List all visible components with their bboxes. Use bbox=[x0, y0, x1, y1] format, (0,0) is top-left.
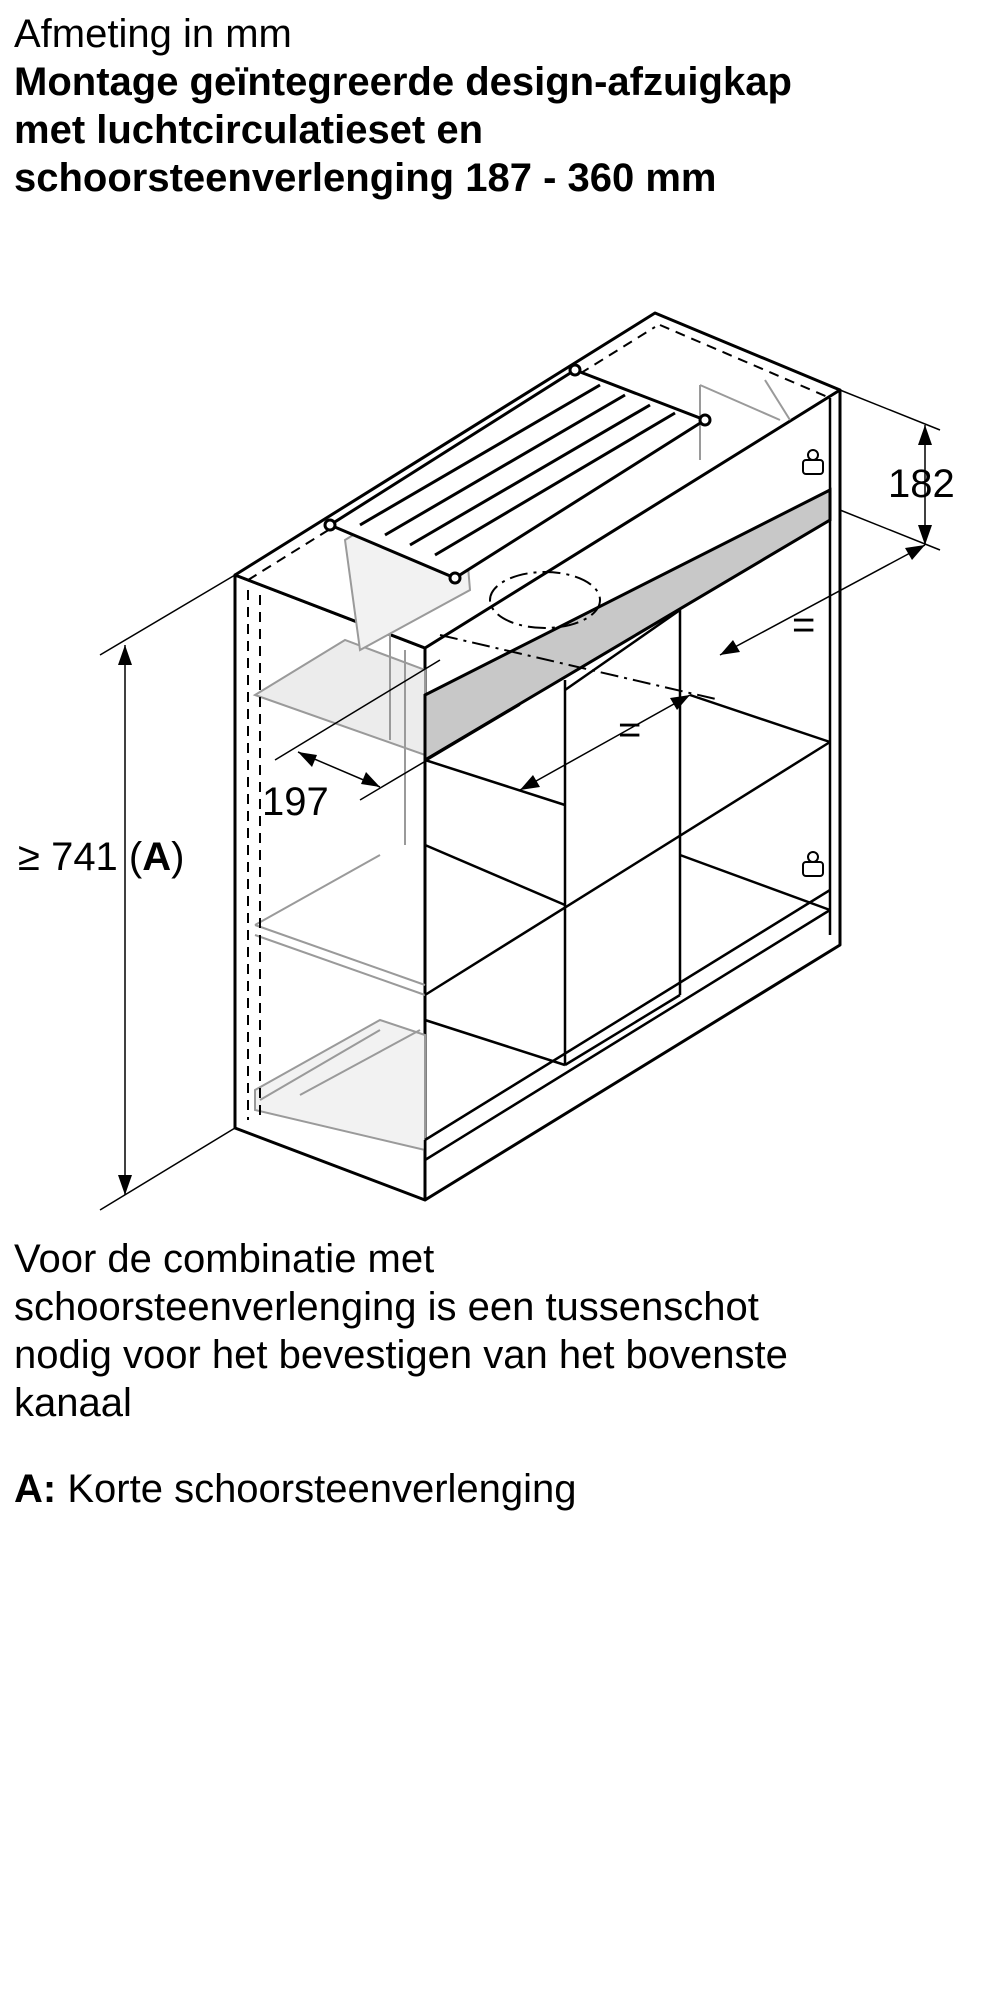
hinge-icon-top bbox=[803, 450, 823, 474]
legend bbox=[14, 1465, 577, 1513]
dim-min-height-text: ≥ 741 ( bbox=[18, 835, 143, 879]
header bbox=[14, 10, 994, 202]
note-line-2: schoorsteenverlenging is een tussenschot bbox=[14, 1285, 759, 1329]
dim-min-height-key: A bbox=[142, 835, 172, 879]
legend-key: A: bbox=[14, 1467, 57, 1511]
equal-sign-right: = bbox=[792, 603, 816, 647]
note-line-3: nodig voor het bevestigen van het bovenste bbox=[14, 1333, 788, 1377]
note-line-4: kanaal bbox=[14, 1381, 132, 1425]
note-line-1: Voor de combinatie met bbox=[14, 1237, 435, 1281]
hinge-icon-bottom bbox=[803, 852, 823, 876]
legend-label: Korte schoorsteenverlenging bbox=[67, 1467, 577, 1511]
arrow-182-top bbox=[918, 425, 932, 445]
dim-height-label: 182 bbox=[888, 462, 955, 506]
title-line-1: Montage geïntegreerde design-afzuigkap bbox=[14, 60, 792, 104]
dim-depth-label: 197 bbox=[262, 780, 329, 824]
dim-min-height-label bbox=[18, 835, 184, 879]
subtitle: Afmeting in mm bbox=[14, 12, 292, 56]
equal-sign-middle: = bbox=[618, 708, 642, 752]
dim-min-height-close: ) bbox=[171, 835, 185, 879]
title-line-3: schoorsteenverlenging 187 - 360 mm bbox=[14, 156, 717, 200]
title-line-2: met luchtcirculatieset en bbox=[14, 108, 484, 152]
arrow-741-top bbox=[118, 645, 132, 665]
note bbox=[14, 1235, 984, 1427]
cabinet-installation-diagram bbox=[0, 300, 1000, 1240]
